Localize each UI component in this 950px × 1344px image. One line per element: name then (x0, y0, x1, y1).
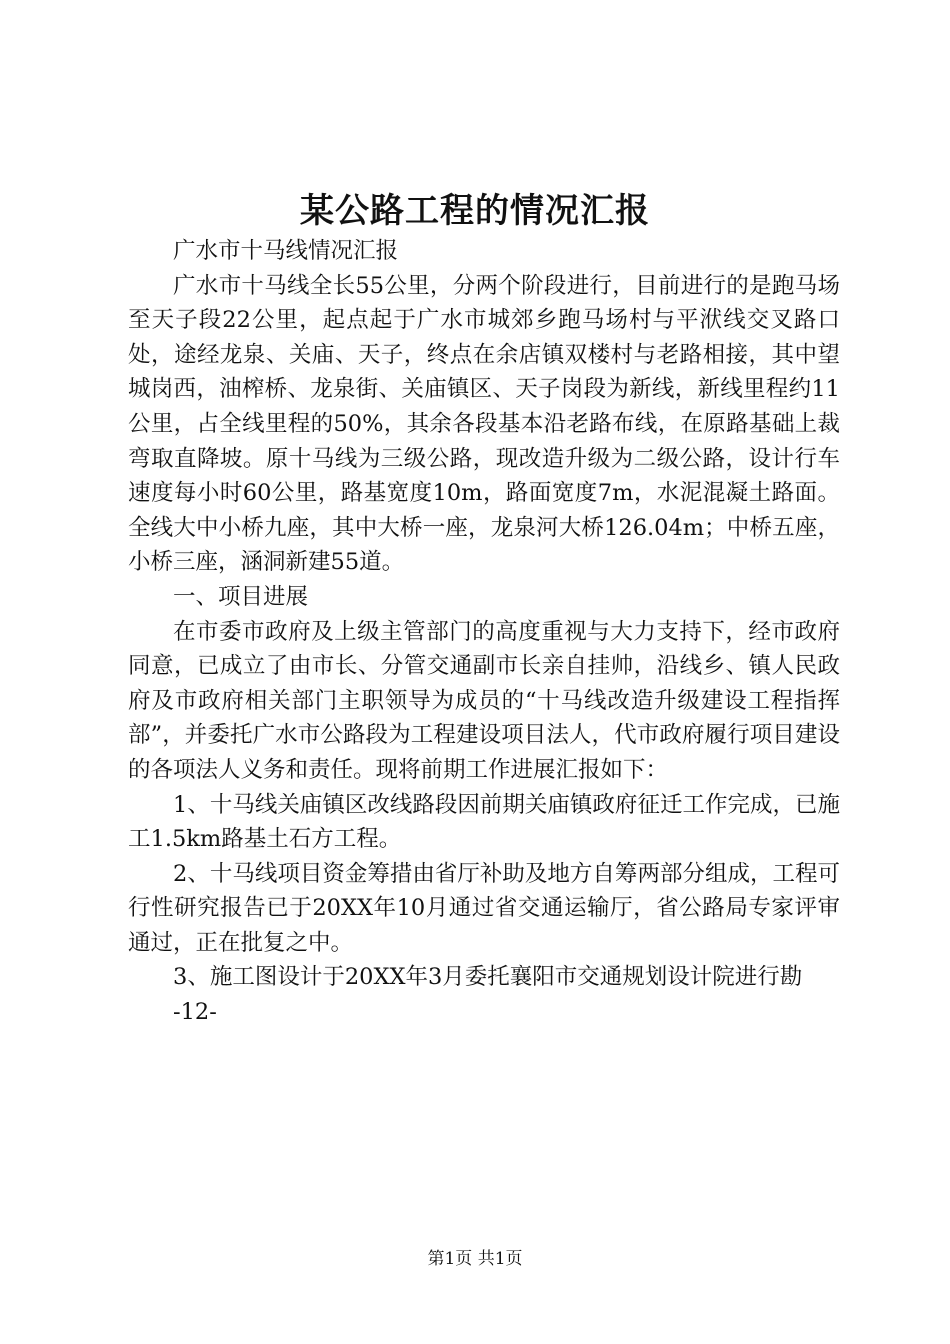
document-title: 某公路工程的情况汇报 (300, 191, 650, 231)
paragraph-item-2: 2、十马线项目资金筹措由省厅补助及地方自筹两部分组成，工程可行性研究报告已于20XX年10月通过省交通运输厅，省公路局专家评审通过，正在批复之中。 (128, 860, 840, 956)
paragraph-heading: 广水市十马线情况汇报 (173, 238, 399, 264)
paragraph-progress-intro: 在市委市政府及上级主管部门的高度重视与大力支持下，经市政府同意，已成立了由市长、分管交通副市长亲自挂帅，沿线乡、镇人民政府及市政府相关部门主职领导为成员的“十马线改造升级建设工程指挥部”，并委托广水市公路段为工程建设项目法人，代市政府履行项目建设的各项法人义务和责任。现将前期工作进展汇报如下： (128, 618, 840, 783)
paragraph-overview: 广水市十马线全长55公里，分两个阶段进行，目前进行的是跑马场至天子段22公里，起点起于广水市城郊乡跑马场村与平洑线交叉路口处，途经龙泉、关庙、天子，终点在余店镇双楼村与老路相接，其中望城岗西，油榨桥、龙泉街、关庙镇区、天子岗段为新线，新线里程约11公里，占全线里程的50%，其余各段基本沿老路布线，在原路基础上裁弯取直降坡。原十马线为三级公路，现改造升级为二级公路，设计行车速度每小时60公里，路基宽度10m，路面宽度7m，水泥混凝土路面。全线大中小桥九座，其中大桥一座，龙泉河大桥126.04m；中桥五座，小桥三座，涵洞新建55道。 (128, 272, 840, 576)
page-footer: 第1页 共1页 (427, 1249, 523, 1269)
document-body (128, 234, 840, 1030)
page-number: -12- (173, 999, 217, 1026)
paragraph-item-3: 3、施工图设计于20XX年3月委托襄阳市交通规划设计院进行勘 (173, 964, 803, 991)
paragraph-item-1: 1、十马线关庙镇区改线路段因前期关庙镇政府征迁工作完成，已施工1.5km路基土石方工程。 (128, 791, 840, 853)
section-heading-progress: 一、项目进展 (173, 583, 309, 610)
